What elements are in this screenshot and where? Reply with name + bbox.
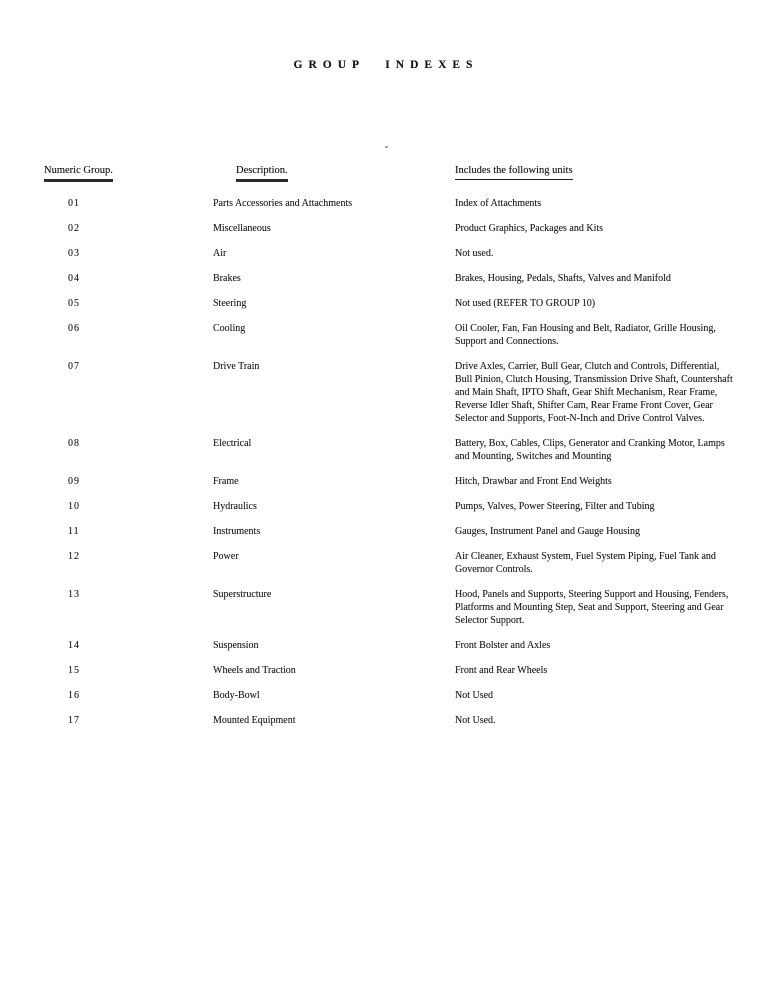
cell-description: Frame bbox=[213, 476, 239, 487]
table-row bbox=[44, 639, 744, 652]
table-row bbox=[44, 297, 744, 310]
scan-artifact bbox=[385, 146, 388, 148]
cell-group-number: 03 bbox=[68, 248, 80, 259]
cell-group-number: 08 bbox=[68, 438, 80, 449]
cell-group-number: 01 bbox=[68, 198, 80, 209]
cell-group-number: 07 bbox=[68, 361, 80, 372]
cell-includes: Product Graphics, Packages and Kits bbox=[455, 223, 604, 234]
cell-description: Brakes bbox=[213, 273, 241, 284]
table-body bbox=[44, 197, 744, 727]
column-header-includes-label: Includes the following units bbox=[455, 164, 573, 180]
cell-description: Suspension bbox=[213, 640, 259, 651]
cell-group-number: 15 bbox=[68, 665, 80, 676]
cell-description: Steering bbox=[213, 298, 247, 309]
cell-includes: Index of Attachments bbox=[455, 198, 542, 209]
table-row bbox=[44, 550, 744, 576]
cell-description: Air bbox=[213, 248, 227, 259]
cell-includes: Gauges, Instrument Panel and Gauge Housing bbox=[455, 526, 640, 537]
cell-description: Electrical bbox=[213, 438, 252, 449]
cell-group-number: 16 bbox=[68, 690, 80, 701]
table-row bbox=[44, 437, 744, 463]
table-row bbox=[44, 197, 744, 210]
cell-includes: Front and Rear Wheels bbox=[455, 665, 548, 676]
cell-includes: Brakes, Housing, Pedals, Shafts, Valves and Manifold bbox=[455, 273, 671, 284]
cell-description: Drive Train bbox=[213, 361, 260, 372]
cell-includes: Hood, Panels and Supports, Steering Support and Housing, Fenders, Platforms and Mounting Step, Seat and Support, Steering and Gear Selector Support. bbox=[455, 589, 729, 626]
cell-group-number: 13 bbox=[68, 589, 80, 600]
table-row bbox=[44, 322, 744, 348]
table-row bbox=[44, 714, 744, 727]
table-row bbox=[44, 689, 744, 702]
cell-description: Cooling bbox=[213, 323, 246, 334]
group-index-table bbox=[44, 164, 744, 739]
cell-group-number: 05 bbox=[68, 298, 80, 309]
cell-description: Mounted Equipment bbox=[213, 715, 296, 726]
cell-description: Hydraulics bbox=[213, 501, 257, 512]
cell-group-number: 12 bbox=[68, 551, 80, 562]
column-header-description bbox=[213, 164, 455, 182]
cell-group-number: 04 bbox=[68, 273, 80, 284]
cell-group-number: 17 bbox=[68, 715, 80, 726]
cell-includes: Air Cleaner, Exhaust System, Fuel System Piping, Fuel Tank and Governor Controls. bbox=[455, 551, 716, 575]
table-row bbox=[44, 588, 744, 627]
page-title: GROUP INDEXES bbox=[293, 59, 479, 71]
cell-group-number: 09 bbox=[68, 476, 80, 487]
cell-includes: Battery, Box, Cables, Clips, Generator and Cranking Motor, Lamps and Mounting, Switches and Mounting bbox=[455, 438, 725, 462]
table-row bbox=[44, 272, 744, 285]
cell-includes: Not Used bbox=[455, 690, 494, 701]
cell-group-number: 14 bbox=[68, 640, 80, 651]
cell-group-number: 11 bbox=[68, 526, 80, 537]
column-header-description-label: Description. bbox=[236, 164, 288, 182]
cell-description: Wheels and Traction bbox=[213, 665, 296, 676]
cell-includes: Not Used. bbox=[455, 715, 496, 726]
cell-includes: Pumps, Valves, Power Steering, Filter and Tubing bbox=[455, 501, 655, 512]
table-row bbox=[44, 475, 744, 488]
cell-group-number: 06 bbox=[68, 323, 80, 334]
cell-includes: Front Bolster and Axles bbox=[455, 640, 551, 651]
cell-group-number: 10 bbox=[68, 501, 80, 512]
cell-includes: Oil Cooler, Fan, Fan Housing and Belt, Radiator, Grille Housing, Support and Connections. bbox=[455, 323, 716, 347]
table-row bbox=[44, 360, 744, 425]
cell-description: Instruments bbox=[213, 526, 261, 537]
cell-description: Miscellaneous bbox=[213, 223, 271, 234]
cell-description: Power bbox=[213, 551, 239, 562]
column-header-numeric-group-label: Numeric Group. bbox=[44, 164, 113, 182]
cell-includes: Drive Axles, Carrier, Bull Gear, Clutch and Controls, Differential, Bull Pinion, Clutch Housing, Transmission Drive Shaft, Countershaft and Main Shaft, IPTO Shaft, Gear Shift Mechanism, Rear Frame, Reverse Idler Shaft, Shifter Cam, Rear Frame Front Cover, Gear Selector and Supports, Foot-N-Inch and Drive Control Valves. bbox=[455, 361, 733, 424]
table-row bbox=[44, 247, 744, 260]
table-row bbox=[44, 525, 744, 538]
table-row bbox=[44, 222, 744, 235]
cell-group-number: 02 bbox=[68, 223, 80, 234]
cell-includes: Not used (REFER TO GROUP 10) bbox=[455, 298, 596, 309]
table-row bbox=[44, 664, 744, 677]
cell-includes: Not used. bbox=[455, 248, 494, 259]
cell-description: Body-Bowl bbox=[213, 690, 260, 701]
cell-description: Superstructure bbox=[213, 589, 272, 600]
cell-description: Parts Accessories and Attachments bbox=[213, 198, 353, 209]
column-header-numeric-group bbox=[44, 164, 213, 182]
column-header-includes bbox=[455, 164, 744, 182]
table-header-row bbox=[44, 164, 744, 182]
table-row bbox=[44, 500, 744, 513]
cell-includes: Hitch, Drawbar and Front End Weights bbox=[455, 476, 612, 487]
